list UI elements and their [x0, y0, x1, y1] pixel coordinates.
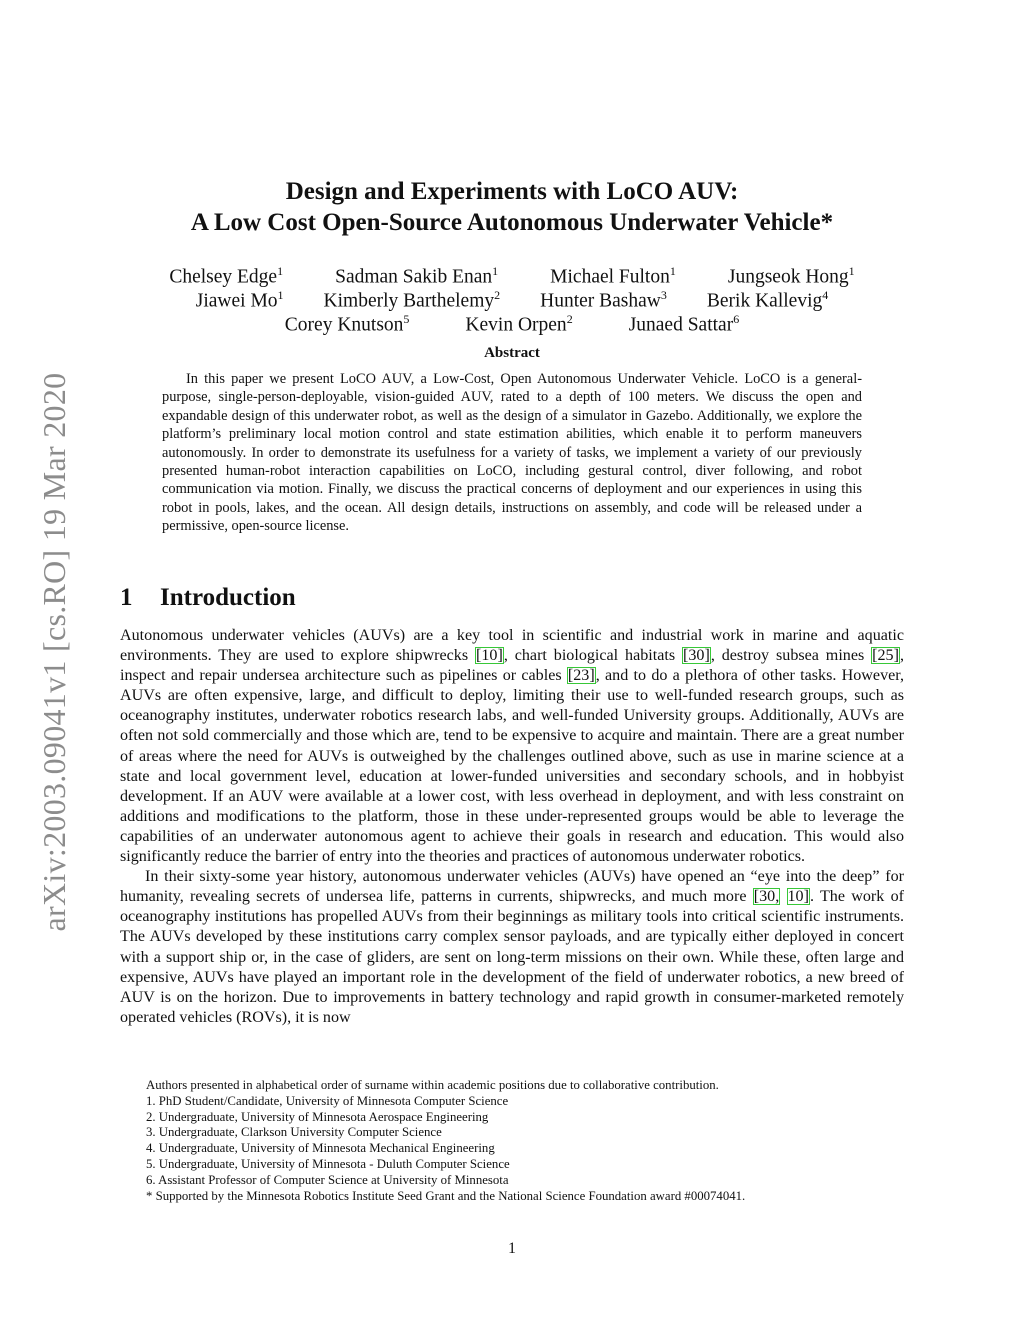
- arxiv-identifier: arXiv:2003.09041v1 [cs.RO] 19 Mar 2020: [36, 372, 72, 932]
- citation-link[interactable]: [30]: [683, 647, 710, 665]
- title-line-2: A Low Cost Open-Source Autonomous Underwater Vehicle*: [190, 209, 834, 236]
- author: Chelsey Edge$^1$: [169, 264, 284, 288]
- paragraph: [120, 867, 904, 1028]
- author: Michael Fulton$^1$: [550, 264, 676, 288]
- footnote: 2. Undergraduate, University of Minnesota Aerospace Engineering: [146, 1109, 489, 1124]
- author: Jungseok Hong$^1$: [727, 264, 855, 288]
- abstract-text: In this paper we present LoCO AUV, a Low-Cost, Open Autonomous Underwater Vehicle. LoCO is a general-purpose, single-person-deployable, vision-guided AUV, rated to a depth of 100 meters. We discuss the open and expandable design of this underwater robot, as well as the design of a simulator in Gazebo. Additionally, we explore the platform’s preliminary local motion control and state estimation abilities, which enable it to perform maneuvers autonomously. In order to demonstrate its usefulness for a variety of tasks, we implement a variety of our previously presented human-robot interaction capabilities on LoCO, including gestural control, diver following, and robot communication via motion. Finally, we discuss the practical concerns of deployment and our experiences in using this robot in pools, lakes, and the ocean. All design details, instructions on assembly, and code will be released under a permissive, open-source license.: [162, 371, 862, 535]
- text-run: , destroy subsea mines: [710, 647, 872, 665]
- author: Berik Kallevig$^4$: [706, 288, 829, 312]
- text-run: , inspect and repair undersea architecture such as pipelines or cables: [120, 647, 904, 685]
- page-number: 1: [508, 1240, 516, 1257]
- abstract-heading: Abstract: [484, 345, 540, 361]
- footnote: 6. Assistant Professor of Computer Science at University of Minnesota: [146, 1172, 509, 1187]
- footnote: 3. Undergraduate, Clarkson University Computer Science: [146, 1125, 442, 1140]
- author-row-3: [120, 307, 904, 338]
- citation-link[interactable]: [23]: [567, 667, 595, 685]
- citation-link[interactable]: 10]: [787, 888, 809, 906]
- text-run: , chart biological habitats: [503, 647, 682, 665]
- text-run: , and to do a plethora of other tasks. However, AUVs are often expensive, large, and difficult to deploy, limiting their use to well-funded research groups, such as oceanography institutes, underwater robotics research labs, and well-funded University groups. Additionally, AUVs are often not sold commercially and those which are, tend to be expensive to acquire and maintain. There are a great number of areas where the need for AUVs is outweighed by the challenges outlined above, such as use in marine science at a state and local government level, education at lower-funded universities and secondary schools, and in hobbyist development. If an AUV were available at a lower cost, with less overhead in deployment, and with less constraint on additions and modifications to the platform, those in these under-represented groups would be able to leverage the capabilities of an underwater autonomous agent to achieve their goals in research and education. This would also significantly reduce the barrier of entry into the theories and practices of autonomous underwater robotics.: [120, 667, 904, 866]
- author: Corey Knutson$^5$: [284, 312, 410, 336]
- introduction-body: [120, 626, 904, 1028]
- citation-link[interactable]: [25]: [872, 647, 899, 665]
- author: Sadman Sakib Enan$^1$: [335, 264, 499, 288]
- footnote: * Supported by the Minnesota Robotics Institute Seed Grant and the National Science Foundation award #00074041.: [146, 1188, 746, 1203]
- text-run: . The work of oceanography institutions has propelled AUVs from their beginnings as military tools into critical scientific instruments. The AUVs developed by these institutions carry complex sensor payloads, and are typically either deployed in concert with a support ship or, in the case of gliders, are sent on long-term missions on their own. While these, often large and expensive, AUVs have played an important role in the development of the field of underwater robotics, a new breed of AUV is on the horizon. Due to improvements in battery technology and rapid growth in consumer-marketed remotely operated vehicles (ROVs), it is now: [120, 888, 904, 1026]
- section-number: 1: [120, 584, 133, 611]
- title-line-1: Design and Experiments with LoCO AUV:: [285, 178, 739, 205]
- footnote: 4. Undergraduate, University of Minnesota Mechanical Engineering: [146, 1141, 495, 1156]
- section-title: Introduction: [160, 584, 296, 611]
- paragraph: [120, 626, 904, 867]
- footnotes: [146, 1078, 906, 1204]
- author: Hunter Bashaw$^3$: [540, 288, 667, 312]
- paper-title: [120, 176, 904, 238]
- section-heading: [120, 582, 904, 614]
- footnote: 1. PhD Student/Candidate, University of Minnesota Computer Science: [146, 1093, 509, 1108]
- citation-link[interactable]: [30,: [753, 888, 780, 906]
- author: Kevin Orpen$^2$: [465, 312, 573, 336]
- footnote: 5. Undergraduate, University of Minnesota - Duluth Computer Science: [146, 1156, 510, 1171]
- author: Kimberly Barthelemy$^2$: [323, 288, 501, 312]
- citation-link[interactable]: [10]: [476, 647, 503, 665]
- text-run: In their sixty-some year history, autonomous underwater vehicles (AUVs) have opened an “eye into the deep” for humanity, revealing secrets of undersea life, patterns in currents, shipwrecks, and much more: [120, 868, 904, 906]
- text-run: Autonomous underwater vehicles (AUVs) are a key tool in scientific and industrial work in marine and aquatic environments. They are used to explore shipwrecks: [120, 627, 904, 665]
- footnote: Authors presented in alphabetical order of surname within academic positions due to collaborative contribution.: [146, 1078, 719, 1092]
- author: Jiawei Mo$^1$: [195, 288, 284, 312]
- author: Junaed Sattar$^6$: [628, 312, 740, 336]
